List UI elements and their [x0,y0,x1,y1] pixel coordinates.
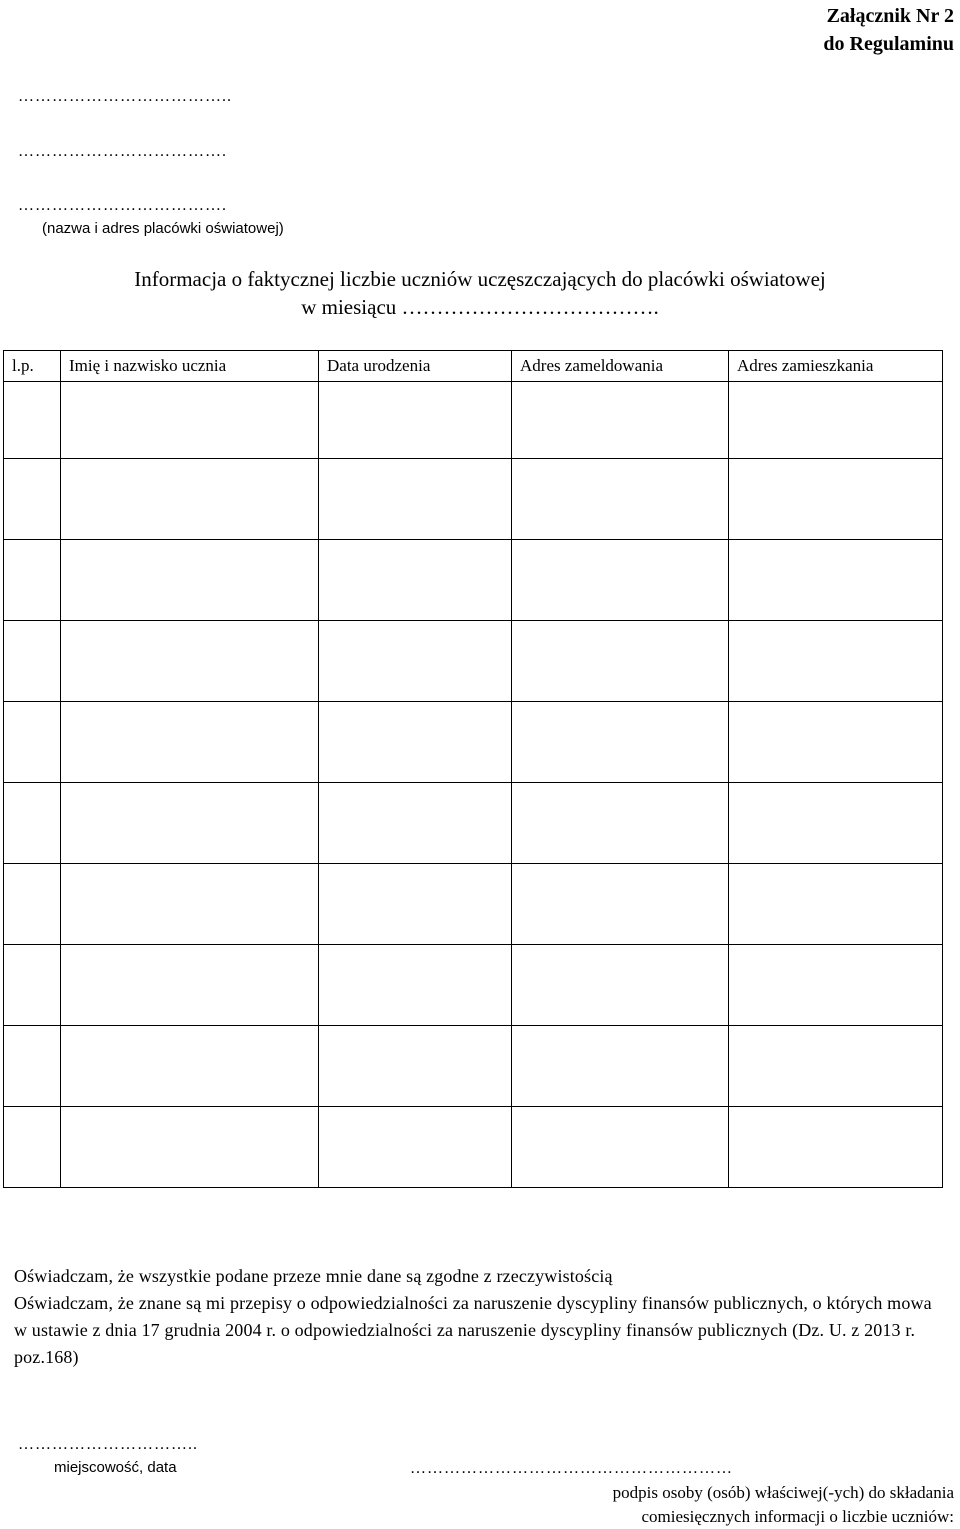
table-cell[interactable] [4,621,61,702]
signature-caption-line-1: podpis osoby (osób) właściwej(-ych) do składania [612,1483,954,1502]
table-cell[interactable] [4,702,61,783]
table-cell[interactable] [61,864,319,945]
declaration [14,1263,944,1371]
table-cell[interactable] [319,945,512,1026]
table-cell[interactable] [319,864,512,945]
table-cell[interactable] [729,459,943,540]
table-cell[interactable] [319,621,512,702]
table-cell[interactable] [61,783,319,864]
table-row [4,382,943,459]
column-lp: l.p. [4,351,61,382]
table-cell[interactable] [61,621,319,702]
signature-caption [613,1481,954,1529]
table-cell[interactable] [512,459,729,540]
table-cell[interactable] [61,459,319,540]
table-cell[interactable] [4,864,61,945]
table-cell[interactable] [729,1107,943,1188]
table-cell[interactable] [729,864,943,945]
table-cell[interactable] [61,382,319,459]
table-body [4,382,943,1188]
table-cell[interactable] [319,1107,512,1188]
attachment-label [823,2,954,58]
place-date-caption: miejscowość, data [54,1459,177,1476]
table-cell[interactable] [729,1026,943,1107]
table-cell[interactable] [729,540,943,621]
attachment-number: Załącznik Nr 2 [826,5,954,27]
table-cell[interactable] [512,702,729,783]
table-cell[interactable] [512,945,729,1026]
table-cell[interactable] [319,540,512,621]
table-cell[interactable] [512,540,729,621]
column-residence-address: Adres zamieszkania [729,351,943,382]
declaration-line-2: Oświadczam, że znane są mi przepisy o odpowiedzialności za naruszenie dyscypliny finansów publicznych, o których mowa w ustawie z dnia 17 grudnia 2004 r. o odpowiedzialności za naruszenie dyscypliny finansów publicznych (Dz. U. z 2013 r. poz.168) [14,1293,932,1367]
students-table [3,350,943,1188]
table-cell[interactable] [319,1026,512,1107]
table-row [4,540,943,621]
column-name: Imię i nazwisko ucznia [61,351,319,382]
table-cell[interactable] [61,1107,319,1188]
table-header-row [4,351,943,382]
institution-caption: (nazwa i adres placówki oświatowej) [42,220,284,237]
table-cell[interactable] [729,945,943,1026]
table-cell[interactable] [319,459,512,540]
table-cell[interactable] [512,382,729,459]
table-row [4,864,943,945]
table-cell[interactable] [4,1107,61,1188]
table-cell[interactable] [4,459,61,540]
title-line-1: Informacja o faktycznej liczbie uczniów uczęszczających do placówki oświatowej [134,267,826,291]
table-row [4,459,943,540]
column-birthdate: Data urodzenia [319,351,512,382]
table-cell[interactable] [4,382,61,459]
institution-dots-3: ………………………………. [18,197,227,214]
place-date-dots: ………………………….. [18,1436,198,1453]
column-registered-address: Adres zameldowania [512,351,729,382]
table-cell[interactable] [61,540,319,621]
table-cell[interactable] [512,783,729,864]
institution-dots-2: ………………………………. [18,143,227,160]
document-title [0,265,960,321]
signature-dots: ………………………………………………… [410,1460,733,1477]
attachment-regulation: do Regulaminu [823,33,954,55]
table-cell[interactable] [61,1026,319,1107]
table-cell[interactable] [512,864,729,945]
declaration-line-1: Oświadczam, że wszystkie podane przeze mnie dane są zgodne z rzeczywistością [14,1266,613,1286]
table-cell[interactable] [4,783,61,864]
table-cell[interactable] [319,783,512,864]
table-row [4,783,943,864]
table-row [4,1107,943,1188]
table-row [4,945,943,1026]
table-cell[interactable] [729,702,943,783]
table-row [4,1026,943,1107]
table-cell[interactable] [512,621,729,702]
table-cell[interactable] [512,1026,729,1107]
table-cell[interactable] [729,621,943,702]
table-cell[interactable] [512,1107,729,1188]
title-line-2: w miesiącu ………………………………. [301,295,659,319]
table-cell[interactable] [319,382,512,459]
table-cell[interactable] [4,1026,61,1107]
table-cell[interactable] [729,382,943,459]
table-cell[interactable] [319,702,512,783]
table-cell[interactable] [4,540,61,621]
table-row [4,702,943,783]
table-cell[interactable] [61,702,319,783]
table-cell[interactable] [4,945,61,1026]
table-cell[interactable] [61,945,319,1026]
table-cell[interactable] [729,783,943,864]
signature-caption-line-2: comiesięcznych informacji o liczbie uczniów: [641,1507,954,1526]
table-row [4,621,943,702]
institution-dots-1: ……………………………….. [18,88,232,105]
